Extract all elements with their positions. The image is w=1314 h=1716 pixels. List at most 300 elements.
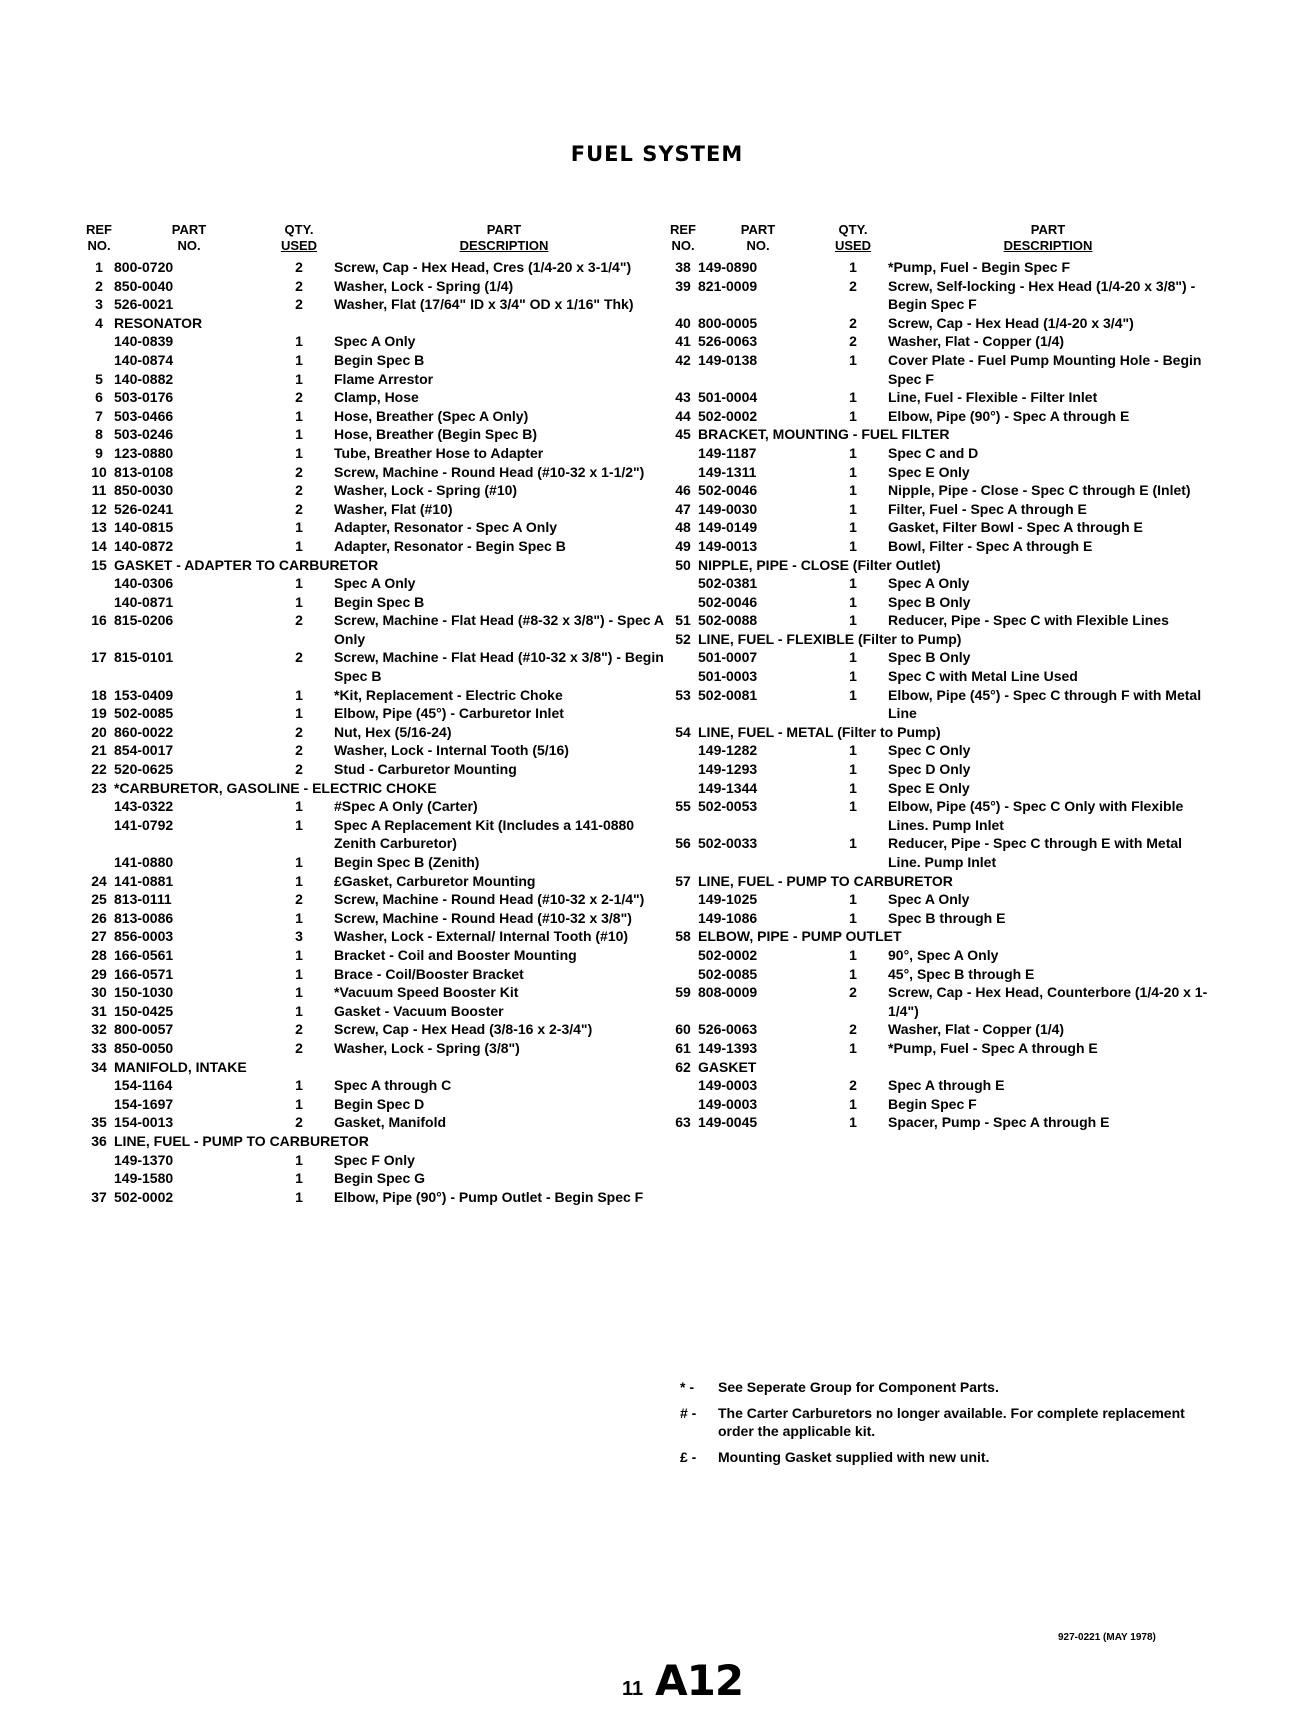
table-row bbox=[668, 407, 1208, 426]
qty-used: 1 bbox=[295, 351, 303, 368]
ref-no: 53 bbox=[675, 686, 691, 703]
table-row bbox=[84, 463, 674, 482]
part-no: 149-0003 bbox=[698, 1077, 758, 1094]
part-description: Adapter, Resonator - Begin Spec B bbox=[334, 537, 566, 554]
part-no: 860-0022 bbox=[114, 723, 174, 740]
part-no: 149-0149 bbox=[698, 519, 758, 536]
group-row bbox=[668, 425, 1208, 444]
table-row bbox=[668, 1113, 1208, 1132]
qty-used: 2 bbox=[295, 612, 303, 629]
ref-no: 59 bbox=[675, 984, 691, 1001]
table-row bbox=[668, 314, 1208, 333]
part-no: 502-0085 bbox=[698, 965, 758, 982]
part-no: 501-0004 bbox=[698, 389, 758, 406]
ref-no bbox=[84, 351, 114, 370]
ref-no bbox=[668, 667, 698, 686]
qty-used: 1 bbox=[849, 407, 857, 424]
ref-no: 29 bbox=[91, 965, 107, 982]
group-row bbox=[84, 1058, 674, 1077]
qty-used: 2 bbox=[295, 1114, 303, 1131]
ref-no bbox=[84, 574, 114, 593]
header-ref: REF NO. bbox=[670, 222, 696, 253]
table-row bbox=[84, 370, 674, 389]
table-row bbox=[668, 760, 1208, 779]
qty-used: 1 bbox=[295, 1077, 303, 1094]
table-row bbox=[84, 1002, 674, 1021]
table-row bbox=[84, 648, 674, 685]
qty-used: 1 bbox=[295, 705, 303, 722]
table-row bbox=[84, 1039, 674, 1058]
qty-used: 1 bbox=[295, 854, 303, 870]
part-no: 502-0085 bbox=[114, 705, 174, 722]
part-description: Flame Arrestor bbox=[334, 370, 434, 387]
table-row bbox=[668, 946, 1208, 965]
table-row bbox=[84, 518, 674, 537]
qty-used: 1 bbox=[295, 816, 303, 833]
part-no: 149-1187 bbox=[698, 444, 757, 461]
ref-no: 16 bbox=[91, 612, 107, 629]
qty-used: 1 bbox=[849, 593, 857, 610]
part-no: 166-0571 bbox=[114, 965, 174, 982]
ref-no bbox=[84, 797, 114, 816]
parts-list-right bbox=[668, 258, 1208, 1132]
table-row bbox=[84, 1188, 674, 1207]
ref-no: 20 bbox=[91, 723, 107, 740]
part-no: 149-1025 bbox=[698, 891, 758, 908]
header-part-no: PART NO. bbox=[171, 222, 207, 253]
table-row bbox=[668, 1039, 1208, 1058]
part-no: 502-0081 bbox=[698, 686, 758, 703]
part-no: 149-0890 bbox=[698, 259, 758, 275]
table-row bbox=[84, 760, 674, 779]
table-row bbox=[668, 388, 1208, 407]
part-no: 149-0003 bbox=[698, 1095, 758, 1112]
table-row bbox=[84, 816, 674, 853]
part-description: Screw, Machine - Flat Head (#10-32 x 3/8") - Begin Spec B bbox=[334, 649, 664, 685]
qty-used: 1 bbox=[849, 761, 857, 778]
part-description: Washer, Lock - Internal Tooth (5/16) bbox=[334, 742, 569, 759]
part-no: 503-0466 bbox=[114, 407, 174, 424]
part-description: Spec A through E bbox=[888, 1077, 1005, 1094]
part-no: 502-0002 bbox=[698, 946, 758, 963]
table-row bbox=[84, 277, 674, 296]
qty-used: 2 bbox=[295, 296, 303, 313]
part-description: Screw, Self-locking - Hex Head (1/4-20 x 3/8") - Begin Spec F bbox=[888, 277, 1196, 313]
ref-no bbox=[668, 965, 698, 984]
ref-no: 47 bbox=[675, 500, 691, 517]
part-no: 850-0030 bbox=[114, 482, 174, 499]
ref-no: 13 bbox=[91, 519, 107, 536]
ref-no bbox=[668, 741, 698, 760]
table-row bbox=[84, 1076, 674, 1095]
part-no: 526-0063 bbox=[698, 1021, 758, 1038]
part-description: Begin Spec D bbox=[334, 1095, 425, 1112]
ref-no: 43 bbox=[675, 389, 691, 406]
part-description: Spec E Only bbox=[888, 779, 970, 796]
part-description: Spec A Only bbox=[334, 575, 416, 592]
table-header bbox=[668, 222, 1208, 258]
part-no: 815-0101 bbox=[114, 649, 174, 666]
part-description: Washer, Lock - Spring (#10) bbox=[334, 482, 518, 499]
group-heading: *CARBURETOR, GASOLINE - ELECTRIC CHOKE bbox=[114, 779, 437, 796]
ref-no: 2 bbox=[95, 277, 103, 294]
group-heading: GASKET bbox=[698, 1058, 757, 1075]
part-description: Spec A Only bbox=[888, 575, 970, 592]
table-row bbox=[668, 500, 1208, 519]
part-no: 140-0872 bbox=[114, 537, 174, 554]
part-no: 526-0021 bbox=[114, 296, 174, 313]
footnote-pound: £ - Mounting Gasket supplied with new unit. bbox=[680, 1449, 990, 1465]
group-heading: LINE, FUEL - PUMP TO CARBURETOR bbox=[698, 872, 953, 889]
part-description: Screw, Machine - Round Head (#10-32 x 3/8") bbox=[334, 909, 632, 926]
table-row bbox=[84, 1169, 674, 1188]
qty-used: 1 bbox=[849, 1095, 857, 1112]
part-no: 166-0561 bbox=[114, 946, 174, 963]
part-no: 813-0086 bbox=[114, 909, 174, 926]
part-no: 149-1370 bbox=[114, 1151, 174, 1168]
table-row bbox=[668, 481, 1208, 500]
qty-used: 1 bbox=[295, 575, 303, 592]
part-no: 526-0241 bbox=[114, 500, 174, 517]
qty-used: 1 bbox=[295, 370, 303, 387]
ref-no: 3 bbox=[95, 296, 103, 313]
ref-no: 48 bbox=[675, 519, 691, 536]
part-no: 141-0880 bbox=[114, 854, 174, 870]
table-row bbox=[84, 537, 674, 556]
table-row bbox=[84, 741, 674, 760]
table-row bbox=[84, 723, 674, 742]
table-row bbox=[668, 779, 1208, 798]
part-no: 141-0792 bbox=[114, 816, 174, 833]
part-no: 140-0306 bbox=[114, 575, 174, 592]
table-row bbox=[84, 983, 674, 1002]
part-description: Elbow, Pipe (90°) - Pump Outlet - Begin Spec F bbox=[334, 1188, 644, 1205]
part-no: 808-0009 bbox=[698, 984, 758, 1001]
qty-used: 1 bbox=[295, 537, 303, 554]
ref-no: 42 bbox=[675, 351, 691, 368]
group-row bbox=[668, 556, 1208, 575]
ref-no: 21 bbox=[91, 742, 107, 759]
table-row bbox=[668, 834, 1208, 871]
qty-used: 2 bbox=[295, 742, 303, 759]
ref-no: 33 bbox=[91, 1039, 107, 1056]
part-description: Spec A Replacement Kit (Includes a 141-0880 Zenith Carburetor) bbox=[334, 816, 635, 852]
part-description: Begin Spec G bbox=[334, 1170, 426, 1187]
qty-used: 1 bbox=[295, 686, 303, 703]
table-row bbox=[84, 295, 674, 314]
part-no: 154-1697 bbox=[114, 1095, 174, 1112]
part-no: 813-0111 bbox=[114, 891, 172, 908]
header-description: PART DESCRIPTION bbox=[459, 222, 549, 253]
page-number-big: A12 bbox=[655, 1656, 744, 1705]
table-row bbox=[84, 965, 674, 984]
part-description: *Vacuum Speed Booster Kit bbox=[334, 984, 519, 1001]
ref-no: 56 bbox=[675, 835, 691, 852]
qty-used: 2 bbox=[295, 389, 303, 406]
parts-list-left bbox=[84, 258, 674, 1206]
header-qty: QTY. USED bbox=[280, 222, 318, 253]
part-description: Elbow, Pipe (90°) - Spec A through E bbox=[888, 407, 1130, 424]
part-description: Spec B through E bbox=[888, 909, 1006, 926]
qty-used: 2 bbox=[295, 1021, 303, 1038]
parts-table-right bbox=[668, 222, 1208, 1132]
part-description: *Pump, Fuel - Begin Spec F bbox=[888, 259, 1071, 275]
ref-no bbox=[668, 946, 698, 965]
ref-no: 10 bbox=[91, 463, 107, 480]
table-row bbox=[668, 332, 1208, 351]
ref-no: 24 bbox=[91, 872, 107, 889]
part-no: 856-0003 bbox=[114, 928, 174, 945]
part-no: 143-0322 bbox=[114, 798, 174, 815]
ref-no: 61 bbox=[675, 1039, 691, 1056]
ref-no: 38 bbox=[675, 259, 691, 275]
ref-no bbox=[84, 332, 114, 351]
ref-no: 41 bbox=[675, 333, 691, 350]
qty-used: 1 bbox=[295, 1170, 303, 1187]
ref-no: 4 bbox=[95, 314, 103, 331]
table-row bbox=[84, 332, 674, 351]
qty-used: 1 bbox=[295, 519, 303, 536]
group-row bbox=[668, 872, 1208, 891]
part-description: Reducer, Pipe - Spec C with Flexible Lines bbox=[888, 612, 1169, 629]
qty-used: 3 bbox=[295, 928, 303, 945]
ref-no: 60 bbox=[675, 1021, 691, 1038]
table-row bbox=[668, 983, 1208, 1020]
qty-used: 1 bbox=[849, 575, 857, 592]
table-row bbox=[84, 797, 674, 816]
part-description: Gasket - Vacuum Booster bbox=[334, 1002, 504, 1019]
part-description: Brace - Coil/Booster Bracket bbox=[334, 965, 524, 982]
group-heading: MANIFOLD, INTAKE bbox=[114, 1058, 247, 1075]
table-row bbox=[84, 853, 674, 872]
ref-no bbox=[84, 816, 114, 853]
ref-no: 49 bbox=[675, 537, 691, 554]
part-description: Washer, Flat (#10) bbox=[334, 500, 453, 517]
part-no: 526-0063 bbox=[698, 333, 758, 350]
qty-used: 1 bbox=[295, 909, 303, 926]
table-row bbox=[668, 686, 1208, 723]
table-row bbox=[84, 407, 674, 426]
part-description: Reducer, Pipe - Spec C through E with Metal Line. Pump Inlet bbox=[888, 835, 1183, 870]
ref-no: 1 bbox=[95, 259, 103, 275]
table-row bbox=[668, 965, 1208, 984]
part-description: Screw, Cap - Hex Head, Cres (1/4-20 x 3-1/4") bbox=[334, 259, 632, 275]
group-row bbox=[668, 927, 1208, 946]
qty-used: 1 bbox=[295, 984, 303, 1001]
qty-used: 1 bbox=[849, 1039, 857, 1056]
ref-no: 25 bbox=[91, 891, 107, 908]
group-row bbox=[668, 723, 1208, 742]
ref-no bbox=[84, 1169, 114, 1188]
table-row bbox=[668, 277, 1208, 314]
ref-no: 55 bbox=[675, 798, 691, 815]
table-row bbox=[668, 537, 1208, 556]
ref-no: 37 bbox=[91, 1188, 107, 1205]
ref-no: 36 bbox=[91, 1132, 107, 1149]
part-no: 149-0013 bbox=[698, 537, 758, 554]
part-description: Washer, Lock - Spring (1/4) bbox=[334, 277, 514, 294]
part-no: 141-0881 bbox=[114, 872, 174, 889]
table-row bbox=[84, 1095, 674, 1114]
ref-no bbox=[668, 1095, 698, 1114]
part-no: 502-0033 bbox=[698, 835, 758, 852]
qty-used: 1 bbox=[849, 519, 857, 536]
part-description: Screw, Machine - Round Head (#10-32 x 1-1/2") bbox=[334, 463, 645, 480]
part-description: Bracket - Coil and Booster Mounting bbox=[334, 946, 577, 963]
part-no: 149-1293 bbox=[698, 761, 758, 778]
part-description: Screw, Cap - Hex Head (1/4-20 x 3/4") bbox=[888, 314, 1134, 331]
table-row bbox=[84, 388, 674, 407]
ref-no: 28 bbox=[91, 946, 107, 963]
table-row bbox=[84, 500, 674, 519]
part-description: Washer, Flat (17/64" ID x 3/4" OD x 1/16" Thk) bbox=[334, 296, 634, 313]
qty-used: 1 bbox=[849, 965, 857, 982]
header-ref: REF NO. bbox=[86, 222, 112, 253]
ref-no: 39 bbox=[675, 277, 691, 294]
qty-used: 2 bbox=[295, 891, 303, 908]
qty-used: 1 bbox=[849, 444, 857, 461]
qty-used: 1 bbox=[849, 779, 857, 796]
ref-no bbox=[84, 1151, 114, 1170]
part-description: Screw, Cap - Hex Head, Counterbore (1/4-20 x 1-1/4") bbox=[888, 984, 1208, 1019]
qty-used: 1 bbox=[849, 649, 857, 666]
part-no: 140-0871 bbox=[114, 593, 174, 610]
group-heading: BRACKET, MOUNTING - FUEL FILTER bbox=[698, 426, 950, 443]
qty-used: 1 bbox=[849, 798, 857, 815]
ref-no: 45 bbox=[675, 426, 691, 443]
ref-no: 62 bbox=[675, 1058, 691, 1075]
table-row bbox=[84, 258, 674, 277]
qty-used: 1 bbox=[295, 946, 303, 963]
footnote-hash: # - The Carter Carburetors no longer available. For complete replacement order the applicable kit. bbox=[680, 1405, 1185, 1439]
qty-used: 2 bbox=[295, 723, 303, 740]
table-row bbox=[668, 593, 1208, 612]
part-description: Nut, Hex (5/16-24) bbox=[334, 723, 452, 740]
ref-no bbox=[668, 593, 698, 612]
ref-no bbox=[84, 1076, 114, 1095]
part-description: Spec D Only bbox=[888, 761, 971, 778]
qty-used: 2 bbox=[849, 333, 857, 350]
ref-no: 19 bbox=[91, 705, 107, 722]
group-heading: ELBOW, PIPE - PUMP OUTLET bbox=[698, 928, 902, 945]
ref-no: 17 bbox=[91, 649, 107, 666]
part-no: 140-0874 bbox=[114, 351, 174, 368]
table-row bbox=[84, 1151, 674, 1170]
part-no: 154-1164 bbox=[114, 1077, 173, 1094]
qty-used: 1 bbox=[295, 426, 303, 443]
ref-no: 11 bbox=[91, 482, 107, 499]
footnotes bbox=[680, 1378, 1200, 1474]
ref-no bbox=[668, 909, 698, 928]
part-description: Nipple, Pipe - Close - Spec C through E (Inlet) bbox=[888, 482, 1191, 499]
part-no: 149-1282 bbox=[698, 742, 758, 759]
ref-no: 8 bbox=[95, 426, 103, 443]
ref-no: 27 bbox=[91, 928, 107, 945]
qty-used: 1 bbox=[849, 537, 857, 554]
part-description: Adapter, Resonator - Spec A Only bbox=[334, 519, 558, 536]
part-description: Spec A Only bbox=[334, 333, 416, 350]
table-row bbox=[668, 611, 1208, 630]
part-description: Bowl, Filter - Spec A through E bbox=[888, 537, 1093, 554]
part-description: Spec A through C bbox=[334, 1077, 452, 1094]
ref-no bbox=[84, 853, 114, 872]
part-no: 850-0050 bbox=[114, 1039, 174, 1056]
part-description: Screw, Machine - Flat Head (#8-32 x 3/8") - Spec A Only bbox=[334, 612, 664, 647]
qty-used: 2 bbox=[295, 761, 303, 778]
part-no: 800-0720 bbox=[114, 259, 174, 275]
group-heading: LINE, FUEL - PUMP TO CARBURETOR bbox=[114, 1132, 369, 1149]
part-description: Spec E Only bbox=[888, 463, 970, 480]
group-row bbox=[84, 556, 674, 575]
qty-used: 1 bbox=[849, 668, 857, 685]
group-row bbox=[84, 779, 674, 798]
page-title: FUEL SYSTEM bbox=[570, 142, 744, 166]
part-description: Stud - Carburetor Mounting bbox=[334, 761, 517, 778]
part-description: Begin Spec F bbox=[888, 1095, 977, 1112]
qty-used: 1 bbox=[849, 891, 857, 908]
qty-used: 2 bbox=[849, 277, 857, 294]
ref-no: 6 bbox=[95, 389, 103, 406]
qty-used: 1 bbox=[295, 1095, 303, 1112]
part-description: Spacer, Pump - Spec A through E bbox=[888, 1114, 1110, 1131]
table-row bbox=[668, 258, 1208, 277]
table-row bbox=[84, 686, 674, 705]
part-description: Begin Spec B bbox=[334, 351, 425, 368]
group-heading: LINE, FUEL - METAL (Filter to Pump) bbox=[698, 723, 941, 740]
part-no: 502-0053 bbox=[698, 798, 758, 815]
part-no: 149-0138 bbox=[698, 351, 758, 368]
qty-used: 2 bbox=[849, 314, 857, 331]
ref-no: 40 bbox=[675, 314, 691, 331]
ref-no: 32 bbox=[91, 1021, 107, 1038]
qty-used: 1 bbox=[849, 500, 857, 517]
part-no: 501-0003 bbox=[698, 668, 758, 685]
qty-used: 1 bbox=[849, 742, 857, 759]
ref-no: 23 bbox=[91, 779, 107, 796]
qty-used: 1 bbox=[295, 407, 303, 424]
qty-used: 2 bbox=[849, 1077, 857, 1094]
table-row bbox=[668, 444, 1208, 463]
qty-used: 1 bbox=[849, 463, 857, 480]
table-row bbox=[84, 611, 674, 648]
qty-used: 2 bbox=[295, 649, 303, 666]
ref-no: 44 bbox=[675, 407, 691, 424]
part-description: Cover Plate - Fuel Pump Mounting Hole - Begin Spec F bbox=[888, 351, 1202, 387]
part-description: Elbow, Pipe (45°) - Carburetor Inlet bbox=[334, 705, 564, 722]
part-description: Begin Spec B (Zenith) bbox=[334, 854, 480, 870]
part-no: 149-0045 bbox=[698, 1114, 758, 1131]
part-description: Elbow, Pipe (45°) - Spec C Only with Flexible Lines. Pump Inlet bbox=[888, 798, 1184, 833]
group-heading: NIPPLE, PIPE - CLOSE (Filter Outlet) bbox=[698, 556, 941, 573]
table-row bbox=[668, 909, 1208, 928]
qty-used: 1 bbox=[295, 872, 303, 889]
part-description: Gasket, Manifold bbox=[334, 1114, 447, 1131]
part-no: 503-0176 bbox=[114, 389, 174, 406]
table-row bbox=[668, 351, 1208, 388]
table-row bbox=[668, 1095, 1208, 1114]
table-row bbox=[84, 481, 674, 500]
part-no: 502-0381 bbox=[698, 575, 758, 592]
part-no: 815-0206 bbox=[114, 612, 174, 629]
qty-used: 2 bbox=[295, 500, 303, 517]
header-part-no: PART NO. bbox=[740, 222, 776, 253]
part-description: Spec B Only bbox=[888, 593, 971, 610]
qty-used: 2 bbox=[849, 984, 857, 1001]
ref-no bbox=[668, 463, 698, 482]
page-number bbox=[622, 1656, 743, 1705]
table-row bbox=[84, 444, 674, 463]
ref-no: 63 bbox=[675, 1114, 691, 1131]
